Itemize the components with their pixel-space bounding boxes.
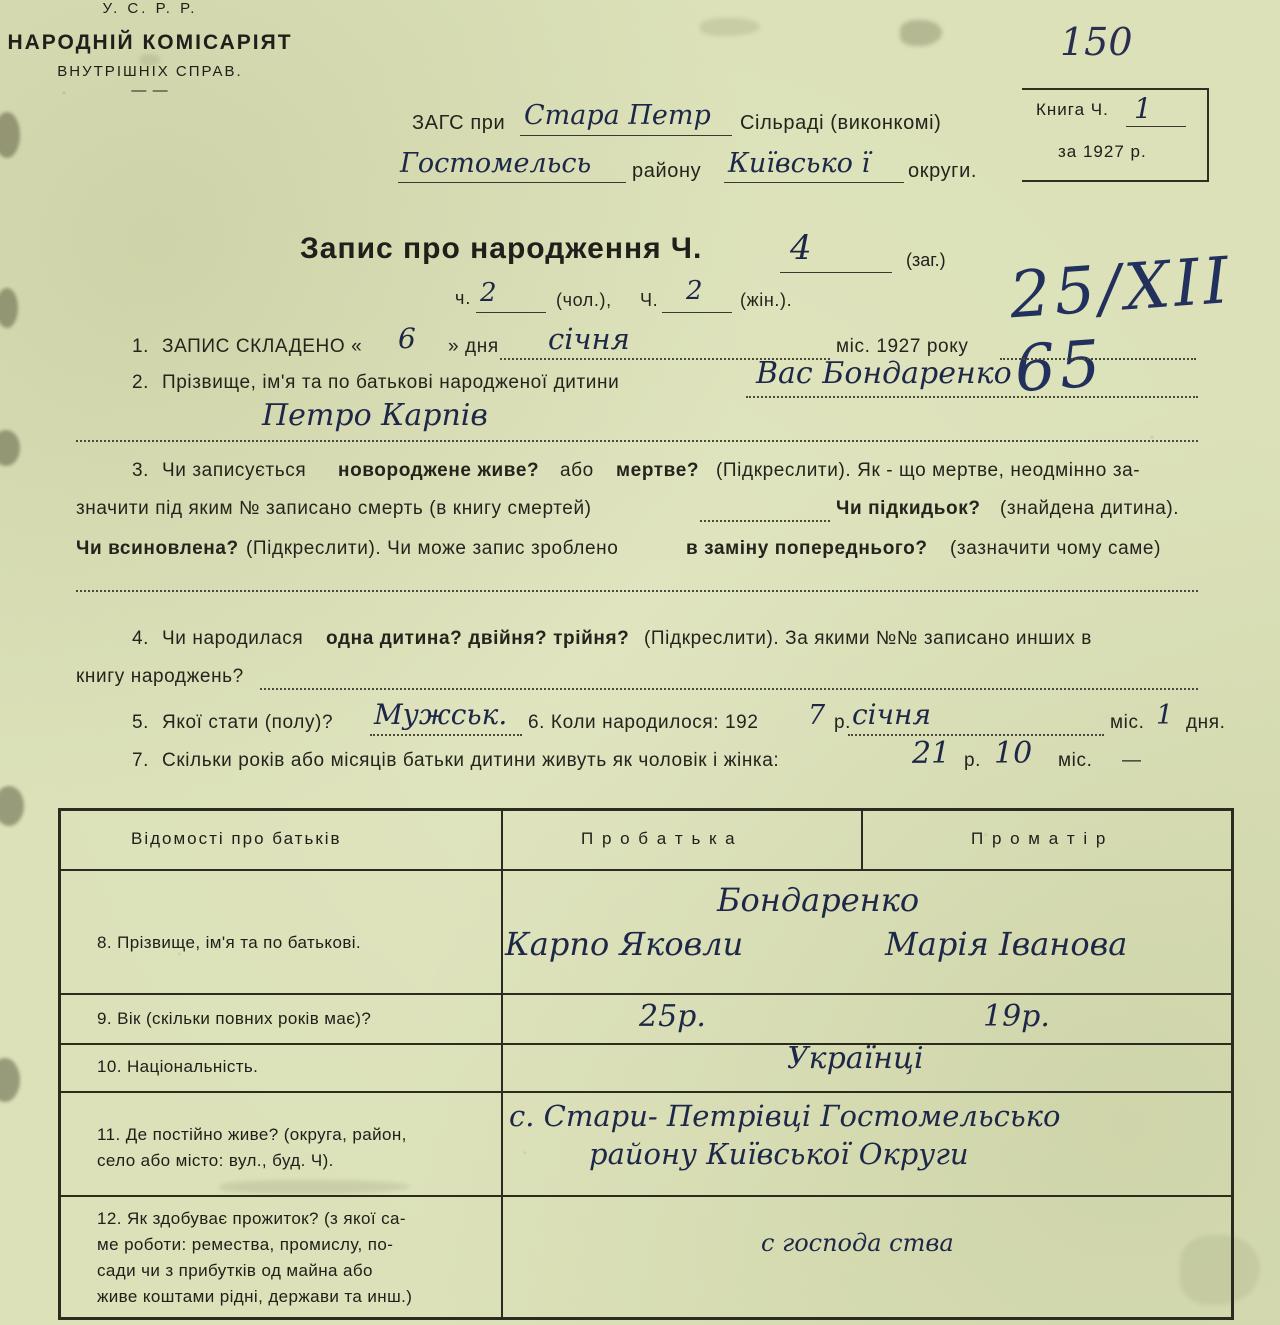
book-number-underline	[1126, 126, 1186, 127]
table-row-12-label-line1: 12. Як здобуває прожиток? (з якої са-	[97, 1209, 406, 1228]
item-1-text-c: міс. 1927 року	[836, 336, 969, 357]
item-3-text-a: Чи записується	[162, 460, 307, 481]
item-7-text-c: міс.	[1058, 750, 1093, 771]
table-header-col2: П р о б а т ь к а	[581, 829, 737, 848]
count-male-label: ч.	[455, 288, 472, 308]
item-3-line2-a: значити під яким № записано смерть (в книгу смертей)	[76, 498, 592, 519]
item-3-text-b: або	[560, 460, 594, 481]
item-2-surname-value: Вас Бондаренко	[756, 356, 1012, 391]
item-2-given-value: Петро Карпів	[262, 398, 488, 433]
table-row-11-shared-line1: с. Стари- Петрівці Гостомельсько	[509, 1099, 1061, 1133]
table-col-divider-1	[501, 811, 503, 1317]
item-5-number: 5.	[132, 712, 150, 733]
title-suffix: (заг.)	[906, 250, 946, 270]
item-6-year-value: 7	[808, 700, 826, 731]
okruha-underline	[724, 182, 904, 183]
item-3-line3-emphasis-2: в заміну попереднього?	[686, 538, 928, 559]
item-3-text-c: (Підкреслити). Як - що мертве, неодмінно за-	[716, 460, 1141, 481]
item-2-leader-2	[76, 440, 1198, 442]
count-male-underline	[476, 312, 546, 313]
item-3-number: 3.	[132, 460, 150, 481]
document-title: Запис про народження Ч.	[300, 232, 703, 265]
item-6-month-value: січня	[852, 698, 932, 731]
item-3-line3-b: (зазначити чому саме)	[950, 538, 1161, 559]
issuing-authority-block	[0, 0, 300, 99]
table-row-divider	[61, 1091, 1231, 1093]
book-number-box	[1022, 88, 1209, 182]
table-col-divider-2	[861, 811, 863, 869]
table-row-9-label: 9. Вік (скільки повних років має)?	[97, 1009, 372, 1028]
table-header-col1: Відомості про батьків	[131, 829, 342, 848]
item-4-line2-leader	[260, 688, 1198, 690]
table-row-12-label-line4: живе коштами рідні, держави та инш.)	[97, 1287, 413, 1306]
count-female-value: 2	[686, 276, 703, 306]
count-female-label: Ч.	[640, 290, 659, 310]
item-4-text-a: Чи народилася	[162, 628, 304, 649]
silrada-label: Сільраді (виконкомі)	[740, 112, 942, 134]
item-1-month-value: січня	[548, 322, 630, 356]
item-6-text-c: р.	[834, 712, 852, 733]
count-male-value: 2	[480, 278, 497, 308]
rayon-underline	[398, 182, 626, 183]
book-number-handwritten: 1	[1134, 92, 1152, 125]
item-3-line4-leader	[76, 590, 1198, 592]
item-7-text-b: р.	[964, 750, 982, 771]
item-3-line2-emphasis: Чи підкидьок?	[836, 498, 981, 519]
table-row-8-mother-value: Марія Іванова	[885, 925, 1128, 963]
item-1-text-a: ЗАПИС СКЛАДЕНО «	[162, 336, 363, 357]
okruha-label: округи.	[908, 160, 977, 182]
table-row-12-shared-value: с господа ства	[761, 1229, 954, 1257]
table-row-8-label: 8. Прізвище, ім'я та по батькові.	[97, 933, 362, 952]
item-1-text-b: » дня	[448, 336, 499, 357]
record-number-underline	[780, 272, 892, 273]
item-4-text-b: (Підкреслити). За якими №№ записано инших в	[644, 628, 1092, 649]
item-7-years-value: 21	[912, 736, 951, 771]
item-3-emphasis-dead: мертве?	[616, 460, 700, 481]
table-row-10-shared-value: Українці	[787, 1041, 924, 1076]
item-5-sex-value: Мужськ.	[374, 698, 508, 731]
table-row-11-label-line1: 11. Де постійно живе? (округа, район,	[97, 1125, 407, 1144]
item-6-day-value: 1	[1156, 700, 1174, 731]
item-5-text-a: Якої стати (полу)?	[162, 712, 334, 733]
item-1-tail-leader	[1000, 358, 1196, 360]
zags-underline	[520, 135, 732, 136]
table-row-9-mother-value: 19р.	[983, 999, 1050, 1034]
item-4-line2: книгу народжень?	[76, 666, 244, 687]
table-row-8-shared-surname: Бондаренко	[717, 881, 920, 919]
item-3-emphasis-alive: новороджене живе?	[338, 460, 540, 481]
item-3-line2-leader	[700, 520, 830, 522]
table-row-divider	[61, 1195, 1231, 1197]
zags-value-handwritten: Стара Петр	[524, 100, 711, 131]
table-row-11-label-line2: село або місто: вул., буд. Ч).	[97, 1151, 334, 1170]
edge-damage-spot	[0, 112, 20, 158]
count-female-underline	[662, 312, 732, 313]
item-7-months-value: 10	[994, 736, 1033, 771]
zags-label: ЗАГС при	[412, 112, 506, 134]
item-6-text-e: дня.	[1186, 712, 1226, 733]
parents-information-table	[58, 808, 1234, 1320]
book-year-label: за 1927 р.	[1058, 142, 1147, 161]
commissariat-dept: ВНУТРІШНІХ СПРАВ.	[57, 63, 243, 80]
commissariat-name: НАРОДНІЙ КОМІСАРІЯТ	[7, 31, 293, 54]
item-2-text-a: Прізвище, ім'я та по батькові народженої дитини	[162, 372, 620, 393]
item-7-text-d: —	[1122, 750, 1142, 771]
edge-damage-spot	[0, 288, 18, 328]
item-3-line2-b: (знайдена дитина).	[1000, 498, 1180, 519]
item-1-day-value: 6	[398, 322, 416, 355]
archival-stamp-number: 25/XII 65	[1007, 243, 1235, 408]
item-5-sex-leader	[370, 734, 522, 736]
item-7-text-a: Скільки років або місяців батьки дитини живуть як чоловік і жінка:	[162, 750, 780, 771]
okruha-value-handwritten: Київсько ї	[728, 148, 871, 179]
table-row-12-label-line3: сади чи з прибутків од майна або	[97, 1261, 373, 1280]
edge-damage-spot	[0, 1058, 20, 1102]
table-row-11-shared-line2: району Київської Округи	[589, 1137, 969, 1171]
table-row-9-father-value: 25р.	[639, 999, 706, 1034]
item-3-line3-a: (Підкреслити). Чи може запис зроблено	[246, 538, 619, 559]
table-row-12-label-line2: ме роботи: ремества, промислу, по-	[97, 1235, 394, 1254]
item-1-number: 1.	[132, 336, 150, 357]
paper-stain	[700, 18, 760, 36]
book-label: Книга Ч.	[1036, 100, 1109, 119]
counts-line	[455, 288, 471, 309]
table-row-divider	[61, 1043, 1231, 1045]
count-male-note: (чол.),	[556, 290, 612, 310]
table-header-col3: П р о м а т і р	[971, 829, 1108, 848]
table-row-divider	[61, 993, 1231, 995]
divider-dashes: — —	[131, 82, 169, 99]
table-row-divider	[61, 869, 1231, 871]
item-6-month-leader	[848, 734, 1104, 736]
item-6-text-d: міс.	[1110, 712, 1145, 733]
edge-damage-spot	[0, 430, 20, 466]
item-7-number: 7.	[132, 750, 150, 771]
table-row-10-label: 10. Національність.	[97, 1057, 259, 1076]
paper-stain	[900, 20, 942, 46]
record-number-handwritten: 4	[790, 228, 812, 268]
item-3-line3-emphasis-1: Чи всиновлена?	[76, 538, 239, 559]
item-6-text-a: 6. Коли народилося: 192	[528, 712, 759, 733]
rayon-value-handwritten: Гостомельсь	[400, 148, 592, 179]
count-female-note: (жін.).	[740, 290, 793, 310]
item-2-leader-1	[746, 396, 1198, 398]
table-row-8-father-value: Карпо Яковли	[505, 925, 744, 963]
item-2-number: 2.	[132, 372, 150, 393]
item-4-emphasis: одна дитина? двійня? трійня?	[326, 628, 630, 649]
item-4-number: 4.	[132, 628, 150, 649]
country-abbrev: У. С. Р. Р.	[102, 0, 198, 17]
rayon-label: району	[632, 160, 702, 182]
page-number-handwritten: 150	[1060, 20, 1133, 64]
edge-damage-spot	[0, 786, 24, 826]
